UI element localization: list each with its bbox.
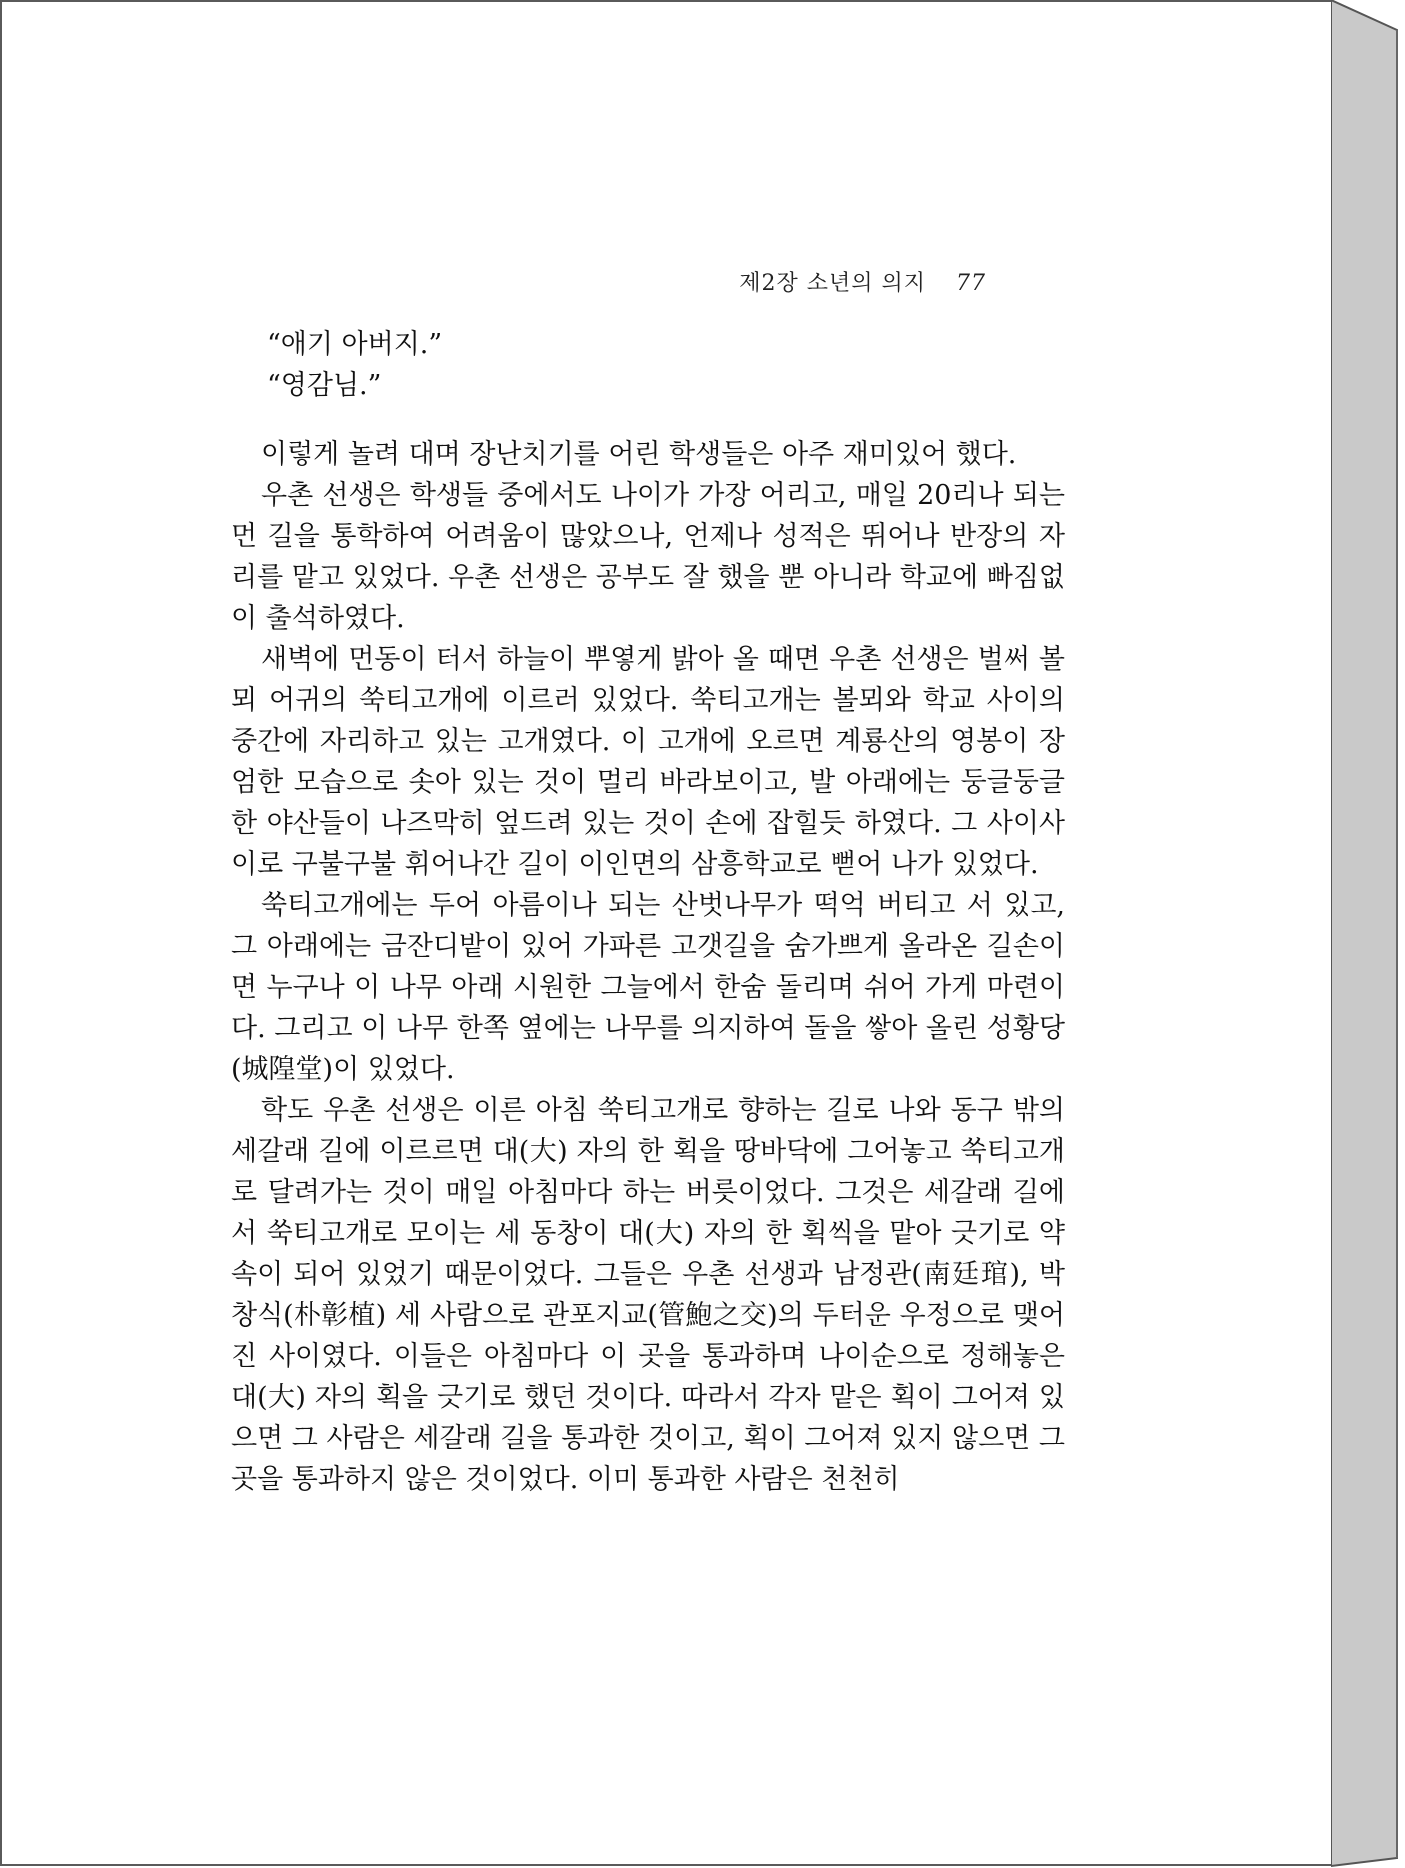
body-text	[231, 324, 1065, 1500]
paragraph: 학도 우촌 선생은 이른 아침 쑥티고개로 향하는 길로 나와 동구 밖의 세갈래 길에 이르르면 대(大) 자의 한 획을 땅바닥에 그어놓고 쑥티고개로 달려가는 것이 매일 아침마다 하는 버릇이었다. 그것은 세갈래 길에서 쑥티고개로 모이는 세 동창이 대(大) 자의 한 획씩을 맡아 긋기로 약속이 되어 있었기 때문이었다. 그들은 우촌 선생과 남정관(南廷琯), 박창식(朴彰植) 세 사람으로 관포지교(管鮑之交)의 두터운 우정으로 맺어진 사이였다. 이들은 아침마다 이 곳을 통과하며 나이순으로 정해놓은 대(大) 자의 획을 긋기로 했던 것이다. 따라서 각자 맡은 획이 그어져 있으면 그 사람은 세갈래 길을 통과한 것이고, 획이 그어져 있지 않으면 그 곳을 통과하지 않은 것이었다. 이미 통과한 사람은 천천히	[231, 1095, 1065, 1495]
paragraph: 쑥티고개에는 두어 아름이나 되는 산벗나무가 떡억 버티고 서 있고, 그 아래에는 금잔디밭이 있어 가파른 고갯길을 숨가쁘게 올라온 길손이면 누구나 이 나무 아래 시원한 그늘에서 한숨 돌리며 쉬어 가게 마련이다. 그리고 이 나무 한쪽 옆에는 나무를 의지하여 돌을 쌓아 올린 성황당(城隍堂)이 있었다.	[231, 890, 1065, 1085]
chapter-title: 제2장 소년의 의지	[739, 271, 926, 296]
paragraph: 이렇게 놀려 대며 장난치기를 어린 학생들은 아주 재미있어 했다.	[261, 439, 1017, 470]
paragraph: 새벽에 먼동이 터서 하늘이 뿌옇게 밝아 올 때면 우촌 선생은 벌써 볼뫼 어귀의 쑥티고개에 이르러 있었다. 쑥티고개는 볼뫼와 학교 사이의 중간에 자리하고 있는 고개였다. 이 고개에 오르면 계룡산의 영봉이 장엄한 모습으로 솟아 있는 것이 멀리 바라보이고, 발 아래에는 둥글둥글한 야산들이 나즈막히 엎드려 있는 것이 손에 잡힐듯 하였다. 그 사이사이로 구불구불 휘어나간 길이 이인면의 삼흥학교로 뻗어 나가 있었다.	[231, 644, 1065, 880]
running-header	[739, 266, 986, 297]
dialogue-line: “영감님.”	[267, 370, 382, 401]
dialogue-line: “애기 아버지.”	[267, 329, 443, 360]
page-number: 77	[956, 271, 986, 296]
dialogue-block	[231, 324, 1065, 406]
paragraph: 우촌 선생은 학생들 중에서도 나이가 가장 어리고, 매일 20리나 되는 먼 길을 통학하여 어려움이 많았으나, 언제나 성적은 뛰어나 반장의 자리를 맡고 있었다. 우촌 선생은 공부도 잘 했을 뿐 아니라 학교에 빠짐없이 출석하였다.	[231, 480, 1065, 634]
book-page-edge	[1331, 0, 1405, 1868]
